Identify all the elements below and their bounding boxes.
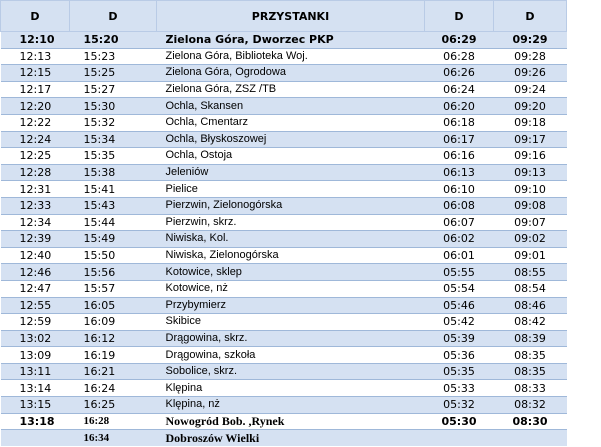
stop-name: Ochla, Ostoja: [157, 148, 425, 165]
table-row: [1, 114, 567, 131]
header-departure-1: D: [1, 1, 70, 32]
return-time-2: 08:35: [494, 347, 567, 364]
return-time-1: 05:30: [425, 413, 494, 430]
stop-name: Zielona Góra, Biblioteka Woj.: [157, 48, 425, 65]
departure-time-2: 15:50: [70, 247, 157, 264]
departure-time-2: 15:20: [70, 32, 157, 49]
departure-time-2: 16:34: [70, 430, 157, 446]
return-time-1: 05:32: [425, 397, 494, 414]
stop-name: Skibice: [157, 314, 425, 331]
departure-time-1: 12:28: [1, 164, 70, 181]
return-time-1: 06:13: [425, 164, 494, 181]
return-time-2: 09:13: [494, 164, 567, 181]
stop-name: Klępina, nż: [157, 397, 425, 414]
departure-time-1: [1, 430, 70, 446]
departure-time-1: 12:10: [1, 32, 70, 49]
departure-time-1: 12:17: [1, 81, 70, 98]
return-time-1: 05:35: [425, 363, 494, 380]
stop-name: Pierzwin, Zielonogórska: [157, 197, 425, 214]
return-time-1: 06:20: [425, 98, 494, 115]
stop-name: Przybymierz: [157, 297, 425, 314]
departure-time-2: 16:05: [70, 297, 157, 314]
table-row: [1, 164, 567, 181]
return-time-1: 05:46: [425, 297, 494, 314]
departure-time-1: 13:14: [1, 380, 70, 397]
stop-name: Drągowina, szkoła: [157, 347, 425, 364]
return-time-1: 06:17: [425, 131, 494, 148]
table-row: [1, 197, 567, 214]
departure-time-2: 16:24: [70, 380, 157, 397]
return-time-1: 05:54: [425, 280, 494, 297]
return-time-1: [425, 430, 494, 446]
stop-name: Zielona Góra, Dworzec PKP: [157, 32, 425, 49]
stop-name: Klępina: [157, 380, 425, 397]
return-time-1: 06:16: [425, 148, 494, 165]
stop-name: Ochla, Skansen: [157, 98, 425, 115]
table-row: [1, 264, 567, 281]
table-row: [1, 297, 567, 314]
table-row: [1, 247, 567, 264]
departure-time-2: 15:27: [70, 81, 157, 98]
departure-time-2: 15:25: [70, 65, 157, 82]
stop-name: Nowogród Bob. ,Rynek: [157, 413, 425, 430]
return-time-1: 06:29: [425, 32, 494, 49]
departure-time-1: 12:15: [1, 65, 70, 82]
stop-name: Niwiska, Kol.: [157, 231, 425, 248]
table-row: [1, 148, 567, 165]
return-time-2: 09:10: [494, 181, 567, 198]
return-time-2: 09:07: [494, 214, 567, 231]
return-time-2: 08:39: [494, 330, 567, 347]
table-row: [1, 347, 567, 364]
table-row: [1, 32, 567, 49]
table-row: [1, 98, 567, 115]
departure-time-1: 12:39: [1, 231, 70, 248]
stop-name: Sobolice, skrz.: [157, 363, 425, 380]
departure-time-1: 12:24: [1, 131, 70, 148]
return-time-2: 09:01: [494, 247, 567, 264]
stop-name: Kotowice, sklep: [157, 264, 425, 281]
departure-time-1: 13:18: [1, 413, 70, 430]
return-time-1: 05:39: [425, 330, 494, 347]
return-time-1: 05:33: [425, 380, 494, 397]
return-time-2: 09:16: [494, 148, 567, 165]
return-time-2: 08:54: [494, 280, 567, 297]
departure-time-2: 15:38: [70, 164, 157, 181]
stop-name: Kotowice, nż: [157, 280, 425, 297]
return-time-1: 06:08: [425, 197, 494, 214]
return-time-2: 09:17: [494, 131, 567, 148]
return-time-2: 08:55: [494, 264, 567, 281]
departure-time-2: 15:49: [70, 231, 157, 248]
departure-time-2: 16:25: [70, 397, 157, 414]
departure-time-1: 12:31: [1, 181, 70, 198]
departure-time-1: 12:40: [1, 247, 70, 264]
departure-time-2: 15:34: [70, 131, 157, 148]
stop-name: Pierzwin, skrz.: [157, 214, 425, 231]
departure-time-2: 16:21: [70, 363, 157, 380]
table-row: [1, 430, 567, 446]
return-time-1: 05:36: [425, 347, 494, 364]
return-time-2: 08:35: [494, 363, 567, 380]
departure-time-1: 12:59: [1, 314, 70, 331]
return-time-2: 08:46: [494, 297, 567, 314]
table-row: [1, 413, 567, 430]
departure-time-2: 15:56: [70, 264, 157, 281]
table-row: [1, 48, 567, 65]
return-time-2: 09:20: [494, 98, 567, 115]
stop-name: Ochla, Cmentarz: [157, 114, 425, 131]
stop-name: Zielona Góra, ZSZ /TB: [157, 81, 425, 98]
departure-time-1: 12:22: [1, 114, 70, 131]
return-time-2: 09:26: [494, 65, 567, 82]
header-return-2: D: [494, 1, 567, 32]
return-time-2: 08:32: [494, 397, 567, 414]
return-time-1: 06:07: [425, 214, 494, 231]
stop-name: Niwiska, Zielonogórska: [157, 247, 425, 264]
table-row: [1, 181, 567, 198]
return-time-1: 06:26: [425, 65, 494, 82]
table-row: [1, 65, 567, 82]
return-time-1: 05:42: [425, 314, 494, 331]
return-time-2: 08:30: [494, 413, 567, 430]
header-return-1: D: [425, 1, 494, 32]
return-time-2: 09:08: [494, 197, 567, 214]
stop-name: Dobroszów Wielki: [157, 430, 425, 446]
stop-name: Drągowina, skrz.: [157, 330, 425, 347]
return-time-2: 08:42: [494, 314, 567, 331]
table-row: [1, 280, 567, 297]
departure-time-2: 16:09: [70, 314, 157, 331]
stop-name: Zielona Góra, Ogrodowa: [157, 65, 425, 82]
departure-time-2: 15:23: [70, 48, 157, 65]
table-row: [1, 363, 567, 380]
stop-name: Pielice: [157, 181, 425, 198]
departure-time-2: 16:19: [70, 347, 157, 364]
table-row: [1, 231, 567, 248]
departure-time-2: 15:32: [70, 114, 157, 131]
departure-time-1: 12:25: [1, 148, 70, 165]
return-time-2: [494, 430, 567, 446]
stop-name: Jeleniów: [157, 164, 425, 181]
return-time-2: 09:18: [494, 114, 567, 131]
return-time-1: 06:02: [425, 231, 494, 248]
return-time-1: 05:55: [425, 264, 494, 281]
table-row: [1, 131, 567, 148]
departure-time-2: 15:44: [70, 214, 157, 231]
departure-time-1: 13:15: [1, 397, 70, 414]
return-time-2: 09:28: [494, 48, 567, 65]
departure-time-1: 13:02: [1, 330, 70, 347]
table-row: [1, 397, 567, 414]
departure-time-2: 16:12: [70, 330, 157, 347]
timetable-header: [1, 1, 567, 32]
departure-time-1: 12:13: [1, 48, 70, 65]
header-stops: PRZYSTANKI: [157, 1, 425, 32]
departure-time-2: 16:28: [70, 413, 157, 430]
departure-time-1: 12:47: [1, 280, 70, 297]
return-time-2: 09:24: [494, 81, 567, 98]
departure-time-2: 15:35: [70, 148, 157, 165]
return-time-2: 09:02: [494, 231, 567, 248]
departure-time-1: 12:55: [1, 297, 70, 314]
table-row: [1, 81, 567, 98]
departure-time-2: 15:41: [70, 181, 157, 198]
departure-time-2: 15:57: [70, 280, 157, 297]
departure-time-1: 13:09: [1, 347, 70, 364]
departure-time-1: 12:46: [1, 264, 70, 281]
table-row: [1, 380, 567, 397]
departure-time-1: 12:34: [1, 214, 70, 231]
table-row: [1, 214, 567, 231]
header-row: [1, 1, 567, 32]
return-time-1: 06:28: [425, 48, 494, 65]
stop-name: Ochla, Błyskoszowej: [157, 131, 425, 148]
return-time-1: 06:10: [425, 181, 494, 198]
departure-time-1: 12:20: [1, 98, 70, 115]
departure-time-1: 12:33: [1, 197, 70, 214]
table-row: [1, 314, 567, 331]
departure-time-1: 13:11: [1, 363, 70, 380]
departure-time-2: 15:43: [70, 197, 157, 214]
departure-time-2: 15:30: [70, 98, 157, 115]
table-row: [1, 330, 567, 347]
return-time-2: 09:29: [494, 32, 567, 49]
header-departure-2: D: [70, 1, 157, 32]
return-time-1: 06:18: [425, 114, 494, 131]
return-time-1: 06:24: [425, 81, 494, 98]
return-time-2: 08:33: [494, 380, 567, 397]
return-time-1: 06:01: [425, 247, 494, 264]
timetable-body: [1, 32, 567, 446]
